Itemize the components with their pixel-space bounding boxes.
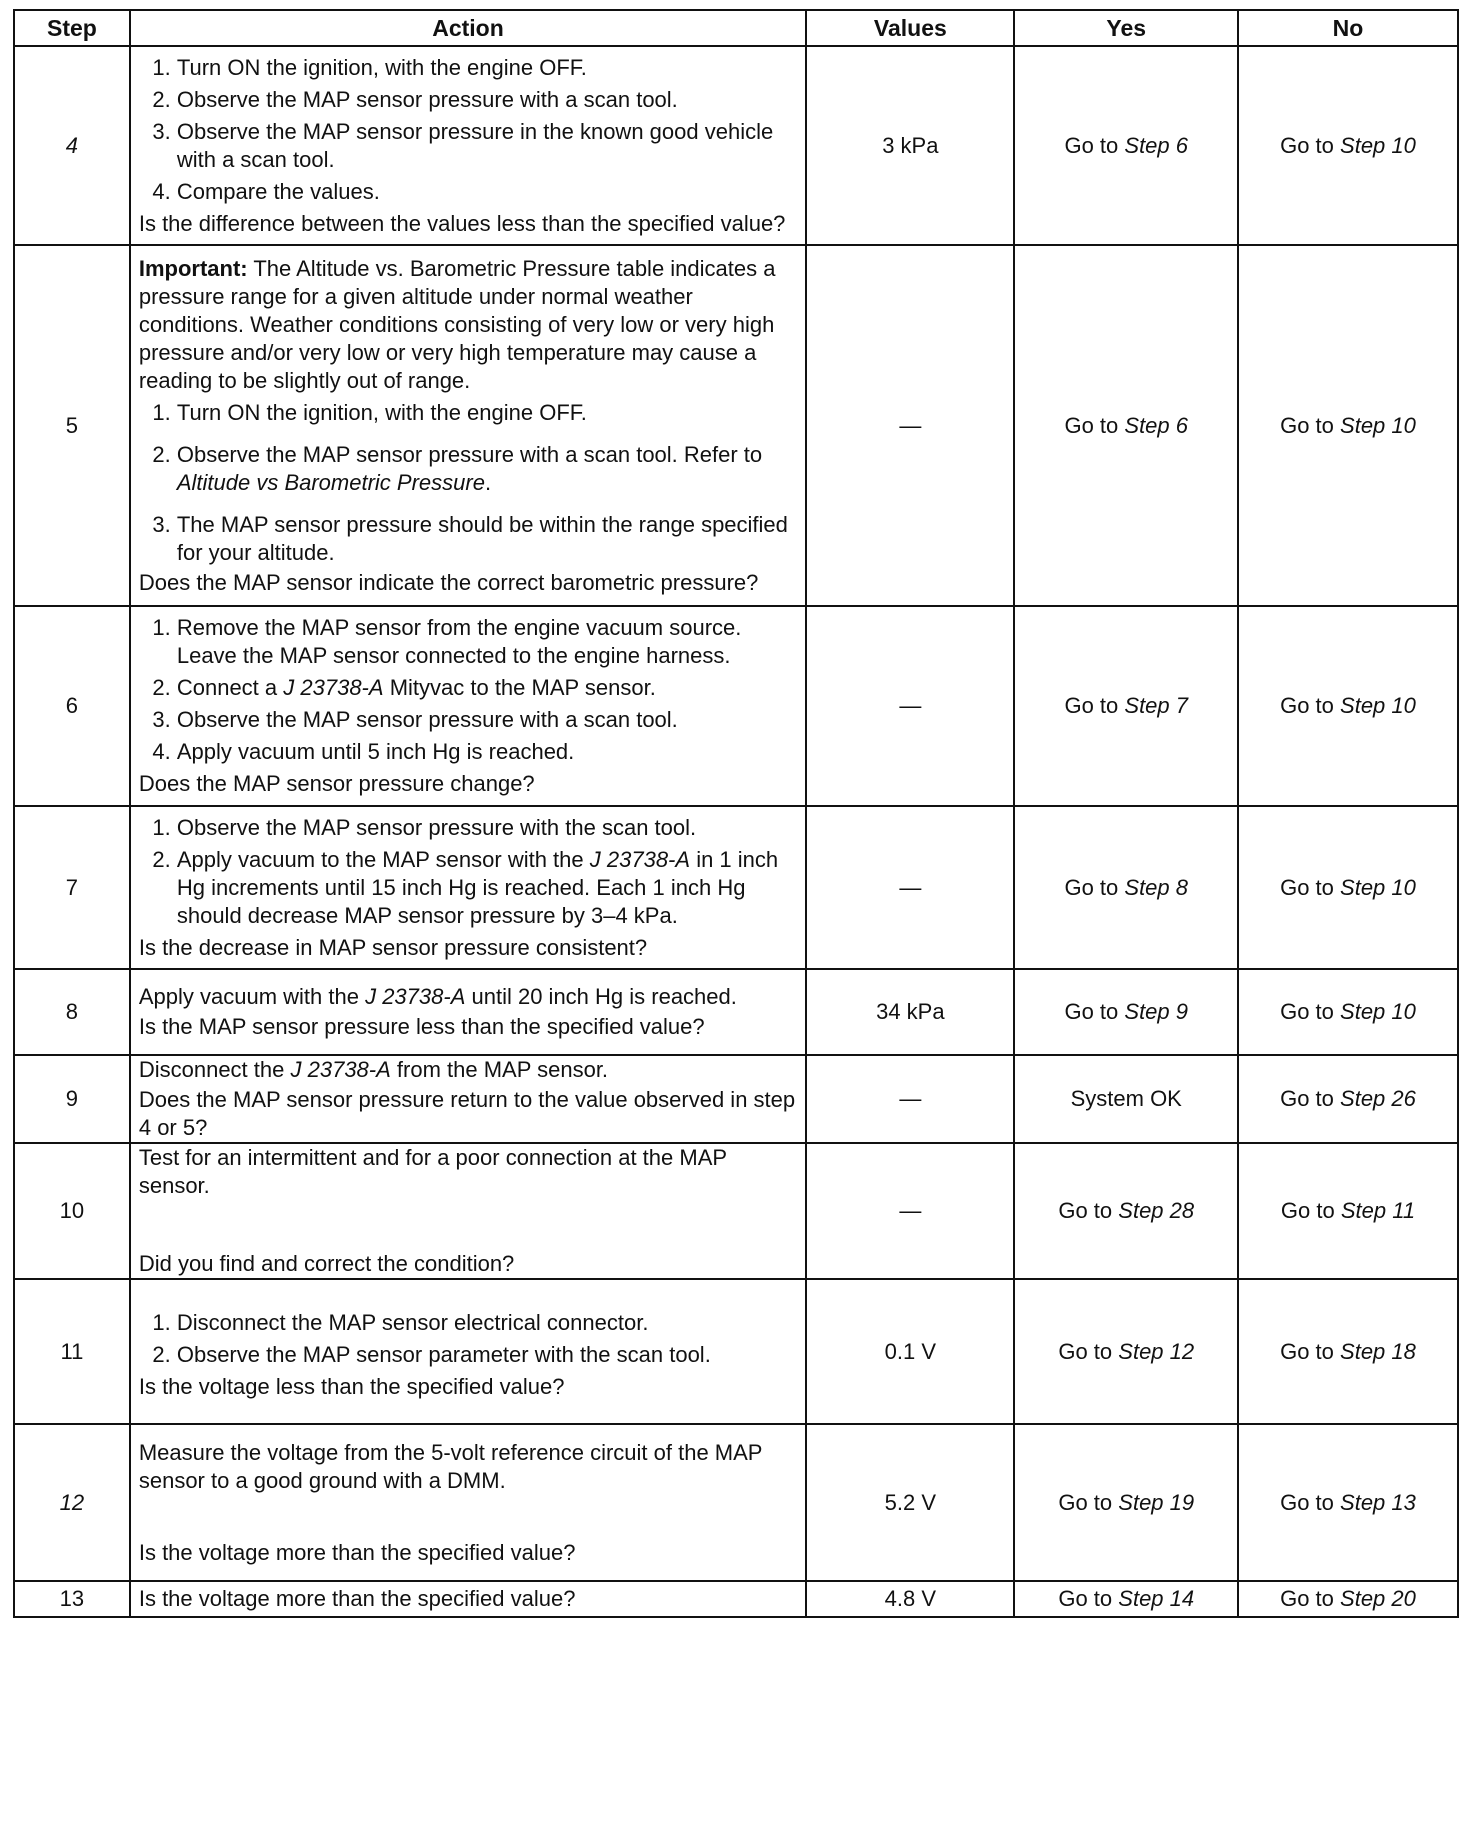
action-cell — [130, 969, 806, 1055]
value-cell: — — [806, 1055, 1014, 1143]
value-cell: — — [806, 806, 1014, 969]
action-cell — [130, 1424, 806, 1581]
action-question: Does the MAP sensor indicate the correct barometric pressure? — [138, 569, 759, 595]
table-row — [14, 806, 1458, 969]
table-row — [14, 1055, 1458, 1143]
action-question: Does the MAP sensor pressure change? — [138, 771, 535, 796]
action-question: Is the voltage less than the specified value? — [138, 1373, 565, 1399]
value-cell: 3 kPa — [806, 46, 1014, 245]
table-row — [14, 969, 1458, 1055]
goto-label: Go to — [1280, 132, 1334, 158]
reference-link[interactable]: Altitude vs Barometric Pressure — [176, 469, 485, 495]
step-link[interactable]: Step 10 — [1340, 693, 1416, 718]
table-row — [14, 1279, 1458, 1424]
no-cell: Go to Step 26 — [1238, 1055, 1458, 1143]
step-link[interactable]: Step 10 — [1340, 999, 1416, 1024]
step-link[interactable]: Step 9 — [1124, 999, 1188, 1024]
value-cell: — — [806, 606, 1014, 806]
action-question: Is the MAP sensor pressure less than the specified value? — [138, 1014, 705, 1039]
action-item: 1. Remove the MAP sensor from the engine vacuum source. Leave the MAP sensor connected to the engine harness. — [177, 614, 797, 670]
value-cell: — — [806, 245, 1014, 606]
step-number: 10 — [14, 1143, 130, 1279]
action-text: Test for an intermittent and for a poor connection at the MAP sensor. — [138, 1145, 727, 1198]
step-link[interactable]: Step 6 — [1124, 132, 1188, 158]
value-cell: 4.8 V — [806, 1581, 1014, 1617]
tool-reference: J 23738-A — [365, 984, 466, 1009]
tool-reference: J 23738-A — [589, 846, 691, 872]
action-cell — [130, 1143, 806, 1279]
step-number: 7 — [14, 806, 130, 969]
yes-cell: Go to Step 9 — [1014, 969, 1238, 1055]
step-link[interactable]: Step 19 — [1118, 1489, 1195, 1515]
no-cell: Go to Step 10 — [1238, 606, 1458, 806]
step-link[interactable]: Step 10 — [1340, 874, 1416, 900]
step-link[interactable]: Step 6 — [1124, 412, 1188, 438]
step-number: 9 — [14, 1055, 130, 1143]
step-number: 11 — [14, 1279, 130, 1424]
header-row — [14, 10, 1458, 46]
no-cell: Go to Step 10 — [1238, 969, 1458, 1055]
yes-cell: Go to Step 7 — [1014, 606, 1238, 806]
value-cell: — — [806, 1143, 1014, 1279]
header-no: No — [1238, 10, 1458, 46]
no-cell: Go to Step 10 — [1238, 806, 1458, 969]
no-cell — [1238, 46, 1458, 245]
table-row — [14, 606, 1458, 806]
step-link[interactable]: Step 12 — [1118, 1338, 1195, 1364]
step-number: 5 — [14, 245, 130, 606]
no-cell: Go to Step 11 — [1238, 1143, 1458, 1279]
table-row — [14, 245, 1458, 606]
action-item: 2. Observe the MAP sensor parameter with the scan tool. — [177, 1341, 797, 1369]
table-row — [14, 1424, 1458, 1581]
step-link[interactable]: Step 26 — [1340, 1086, 1416, 1111]
table-row — [14, 1143, 1458, 1279]
step-link[interactable]: Step 10 — [1340, 412, 1416, 438]
yes-cell: Go to Step 6 — [1014, 245, 1238, 606]
no-cell: Go to Step 10 — [1238, 245, 1458, 606]
action-item: 2. Observe the MAP sensor pressure with a scan tool. — [177, 86, 797, 114]
header-values: Values — [806, 10, 1014, 46]
action-item: 3. Observe the MAP sensor pressure with a scan tool. — [177, 706, 797, 734]
step-link[interactable]: Step 13 — [1340, 1489, 1416, 1515]
action-question: Is the difference between the values less than the specified value? — [138, 210, 786, 236]
step-link[interactable]: Step 10 — [1340, 132, 1416, 158]
tool-reference: J 23738-A — [283, 675, 384, 700]
no-cell: Go to Step 18 — [1238, 1279, 1458, 1424]
action-cell — [130, 806, 806, 969]
action-question: Does the MAP sensor pressure return to the value observed in step 4 or 5? — [138, 1087, 796, 1140]
yes-cell: Go to Step 8 — [1014, 806, 1238, 969]
important-note: Important: The Altitude vs. Barometric Pressure table indicates a pressure range for a given altitude under normal weather conditions. Weather conditions consisting of very low or very high pressure and/or very low or very high temperature may cause a reading to be slightly out of range. — [138, 255, 776, 393]
action-item: 1. Turn ON the ignition, with the engine OFF. — [177, 399, 797, 427]
yes-cell: Go to Step 28 — [1014, 1143, 1238, 1279]
table-row — [14, 46, 1458, 245]
step-link[interactable]: Step 14 — [1118, 1586, 1195, 1611]
value-cell: 0.1 V — [806, 1279, 1014, 1424]
goto-label: Go to — [1064, 132, 1119, 158]
action-question: Did you find and correct the condition? — [138, 1251, 515, 1276]
action-question: Is the voltage more than the specified value? — [138, 1586, 576, 1611]
yes-cell: Go to Step 12 — [1014, 1279, 1238, 1424]
action-cell — [130, 1279, 806, 1424]
action-cell — [130, 606, 806, 806]
action-item: 4. Apply vacuum until 5 inch Hg is reached. — [177, 738, 797, 766]
action-item: 4. Compare the values. — [177, 178, 797, 206]
step-number: 6 — [14, 606, 130, 806]
action-text: Disconnect the J 23738-A from the MAP sensor. — [138, 1057, 609, 1082]
step-link[interactable]: Step 18 — [1340, 1338, 1416, 1364]
table-row — [14, 1581, 1458, 1617]
action-item: 1. Turn ON the ignition, with the engine OFF. — [177, 54, 797, 82]
system-ok: System OK — [1070, 1086, 1182, 1111]
step-link[interactable]: Step 11 — [1340, 1198, 1416, 1223]
no-cell: Go to Step 13 — [1238, 1424, 1458, 1581]
step-link[interactable]: Step 28 — [1118, 1198, 1195, 1223]
tool-reference: J 23738-A — [290, 1057, 391, 1082]
step-number: 8 — [14, 969, 130, 1055]
action-item: 3. Observe the MAP sensor pressure in the known good vehicle with a scan tool. — [177, 118, 797, 174]
no-cell: Go to Step 20 — [1238, 1581, 1458, 1617]
important-label: Important: — [138, 255, 248, 281]
action-text: Measure the voltage from the 5-volt reference circuit of the MAP sensor to a good ground with a DMM. — [138, 1439, 763, 1493]
action-item: 2. Apply vacuum to the MAP sensor with the J 23738-A in 1 inch Hg increments until 15 inch Hg is reached. Each 1 inch Hg should decrease MAP sensor pressure by 3–4 kPa. — [177, 846, 797, 930]
action-item: 3. The MAP sensor pressure should be within the range specified for your altitude. — [177, 511, 797, 567]
action-cell — [130, 245, 806, 606]
step-link[interactable]: Step 8 — [1124, 874, 1188, 900]
action-item: 2. Observe the MAP sensor pressure with a scan tool. Refer to Altitude vs Barometric Pressure. — [177, 441, 797, 497]
value-cell: 34 kPa — [806, 969, 1014, 1055]
action-item: 2. Connect a J 23738-A Mityvac to the MAP sensor. — [177, 674, 797, 702]
yes-cell — [1014, 1055, 1238, 1143]
action-question: Is the voltage more than the specified value? — [138, 1539, 576, 1565]
action-cell — [130, 46, 806, 245]
value-cell: 5.2 V — [806, 1424, 1014, 1581]
header-step: Step — [14, 10, 130, 46]
action-item: 1. Disconnect the MAP sensor electrical connector. — [177, 1309, 797, 1337]
yes-cell: Go to Step 14 — [1014, 1581, 1238, 1617]
action-text: Apply vacuum with the J 23738-A until 20 inch Hg is reached. — [138, 984, 737, 1009]
action-item: 1. Observe the MAP sensor pressure with the scan tool. — [177, 814, 797, 842]
header-yes: Yes — [1014, 10, 1238, 46]
header-action: Action — [130, 10, 806, 46]
step-link[interactable]: Step 7 — [1124, 693, 1188, 718]
yes-cell: Go to Step 19 — [1014, 1424, 1238, 1581]
action-cell — [130, 1581, 806, 1617]
step-number: 13 — [14, 1581, 130, 1617]
yes-cell — [1014, 46, 1238, 245]
step-number: 4 — [14, 46, 130, 245]
diagnostic-table — [13, 9, 1459, 1618]
action-question: Is the decrease in MAP sensor pressure consistent? — [138, 934, 648, 960]
step-link[interactable]: Step 20 — [1340, 1586, 1416, 1611]
action-cell — [130, 1055, 806, 1143]
step-number: 12 — [14, 1424, 130, 1581]
